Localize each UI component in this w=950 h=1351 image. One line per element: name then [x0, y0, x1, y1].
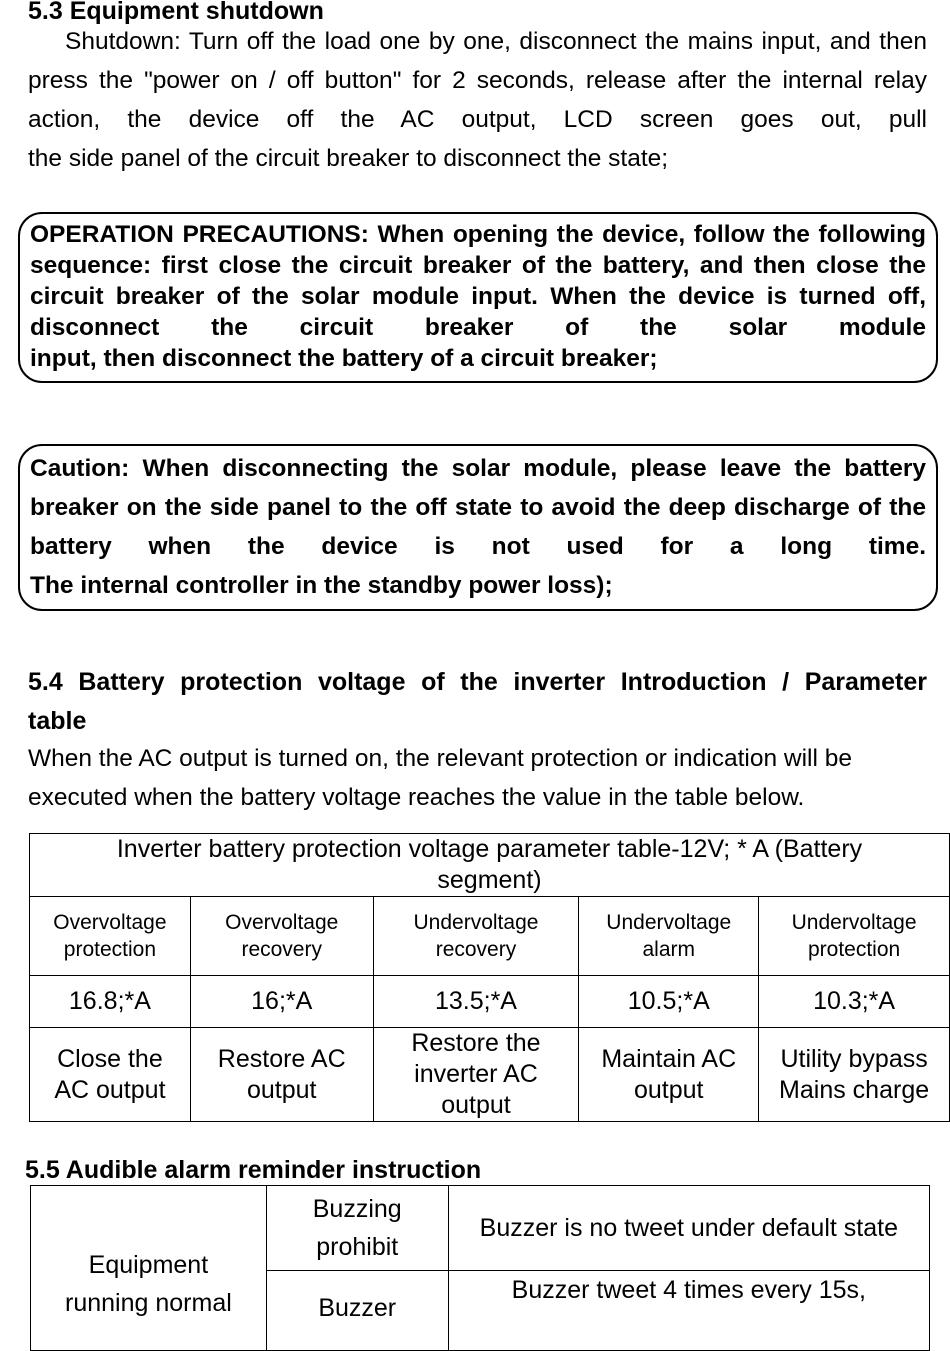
equipment-state-cell: Equipment running normal [31, 1186, 267, 1351]
action-cell: Restore the inverter AC output [373, 1028, 579, 1122]
caution-box [18, 444, 938, 611]
buzzing-prohibit-cell: Buzzing prohibit [266, 1186, 448, 1271]
audible-alarm-table [30, 1185, 930, 1351]
value-cell: 10.5;*A [579, 976, 759, 1028]
header-undervoltage-recovery: Undervoltage recovery [373, 897, 579, 976]
section-heading-5-4-end: table [28, 707, 87, 735]
header-overvoltage-recovery: Overvoltage recovery [190, 897, 373, 976]
precautions-text-end: input, then disconnect the battery of a circuit breaker; [30, 345, 658, 372]
table-action-row [30, 1028, 950, 1122]
table-value-row [30, 976, 950, 1028]
caution-text-end: The internal controller in the standby power loss); [30, 572, 613, 599]
protection-intro-line-2: executed when the battery voltage reaches the value in the table below. [28, 784, 805, 811]
value-cell: 16;*A [190, 976, 373, 1028]
table-header-row [30, 897, 950, 976]
protection-intro-line-1: When the AC output is turned on, the relevant protection or indication will be [28, 745, 852, 772]
shutdown-paragraph: Shutdown: Turn off the load one by one, disconnect the mains input, and then press the "power on / off button" for 2 seconds, release after the internal relay action, the device off the AC output, LCD screen goes out, pull [28, 28, 927, 133]
section-heading-5-5: 5.5 Audible alarm reminder instruction [25, 1156, 482, 1184]
shutdown-paragraph-end: the side panel of the circuit breaker to disconnect the state; [28, 145, 669, 172]
value-cell: 13.5;*A [373, 976, 579, 1028]
action-cell: Close the AC output [30, 1028, 191, 1122]
table-title: Inverter battery protection voltage parameter table-12V; * A (Battery segment) [30, 834, 950, 897]
action-cell: Restore AC output [190, 1028, 373, 1122]
header-undervoltage-protection: Undervoltage protection [759, 897, 950, 976]
section-heading-5-4: 5.4 Battery protection voltage of the inverter Introduction / Parameter [28, 668, 927, 696]
header-undervoltage-alarm: Undervoltage alarm [579, 897, 759, 976]
header-overvoltage-protection: Overvoltage protection [30, 897, 191, 976]
value-cell: 10.3;*A [759, 976, 950, 1028]
buzzing-prohibit-description: Buzzer is no tweet under default state [448, 1186, 929, 1271]
precautions-text: OPERATION PRECAUTIONS: When opening the device, follow the following sequence: first close the circuit breaker of the battery, and then close the circuit breaker of the solar module input. When the device is turned off, disconnect the circuit breaker of the solar module [30, 221, 926, 341]
value-cell: 16.8;*A [30, 976, 191, 1028]
action-cell: Maintain AC output [579, 1028, 759, 1122]
battery-protection-table [29, 833, 950, 1122]
operation-precautions-box [18, 212, 938, 383]
section-heading-5-3: 5.3 Equipment shutdown [28, 0, 324, 25]
buzzer-mode-description: Buzzer tweet 4 times every 15s, [448, 1271, 929, 1351]
buzzer-mode-cell: Buzzer [266, 1271, 448, 1351]
action-cell: Utility bypass Mains charge [759, 1028, 950, 1122]
caution-text: Caution: When disconnecting the solar module, please leave the battery breaker on the side panel to the off state to avoid the deep discharge of the battery when the device is not used for a long time. [30, 455, 926, 560]
